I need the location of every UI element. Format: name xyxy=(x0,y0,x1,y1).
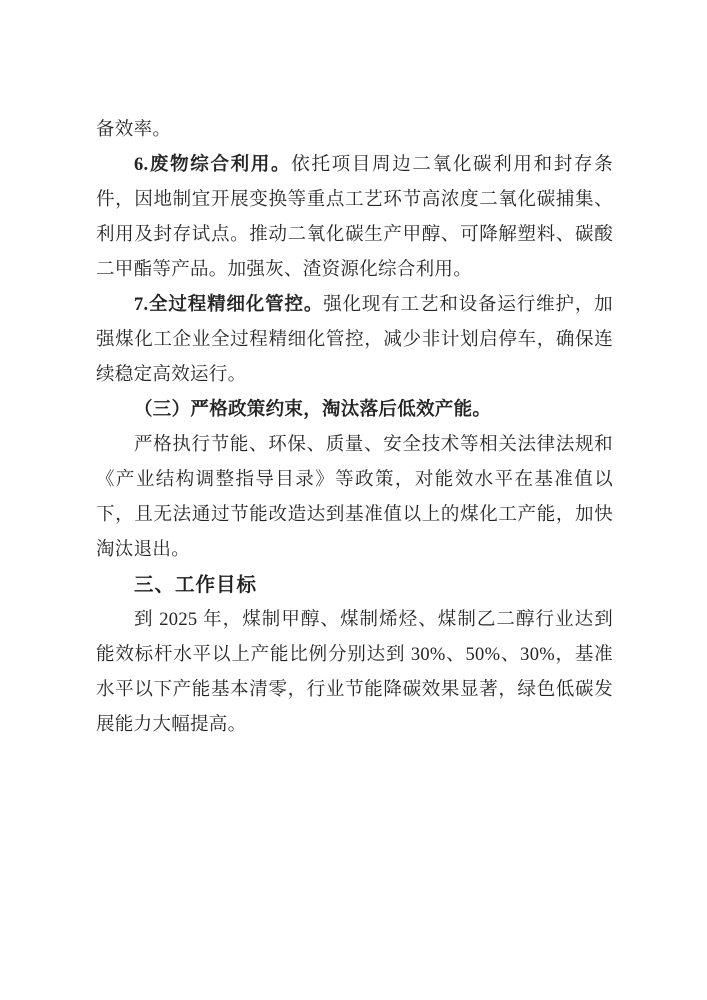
paragraph-goal xyxy=(96,603,613,743)
document-content xyxy=(96,113,613,743)
item6-body: 依托项目周边二氧化碳利用和封存条件，因地制宜开展变换等重点工艺环节高浓度二氧化碳捕集、利用及封存试点。推动二氧化碳生产甲醇、可降解塑料、碳酸二甲酯等产品。加强灰、渣资源化综合利用。 xyxy=(96,155,613,280)
item7-lead: 7.全过程精细化管控。 xyxy=(134,295,324,315)
subsection-heading xyxy=(96,393,613,428)
section-heading xyxy=(96,568,613,603)
paragraph-item6 xyxy=(96,148,613,288)
item6-lead: 6.废物综合利用。 xyxy=(134,155,292,175)
paragraph-policy xyxy=(96,428,613,568)
paragraph-continuation xyxy=(96,113,613,148)
goal-text: 到 2025 年，煤制甲醇、煤制烯烃、煤制乙二醇行业达到能效标杆水平以上产能比例分别达到 30%、50%、30%，基准水平以下产能基本清零，行业节能降碳效果显著，绿色低碳发展能力大幅提高。 xyxy=(96,610,613,735)
item7-body: 强化现有工艺和设备运行维护，加强煤化工企业全过程精细化管控，减少非计划启停车，确保连续稳定高效运行。 xyxy=(96,295,613,385)
paragraph-item7 xyxy=(96,288,613,393)
policy-text: 严格执行节能、环保、质量、安全技术等相关法律法规和《产业结构调整指导目录》等政策，对能效水平在基准值以下，且无法通过节能改造达到基准值以上的煤化工产能，加快淘汰退出。 xyxy=(96,435,613,560)
section-heading-text: 三、工作目标 xyxy=(134,574,258,596)
continuation-text: 备效率。 xyxy=(96,120,172,140)
subsection-heading-text: （三）严格政策约束，淘汰落后低效产能。 xyxy=(134,400,492,420)
